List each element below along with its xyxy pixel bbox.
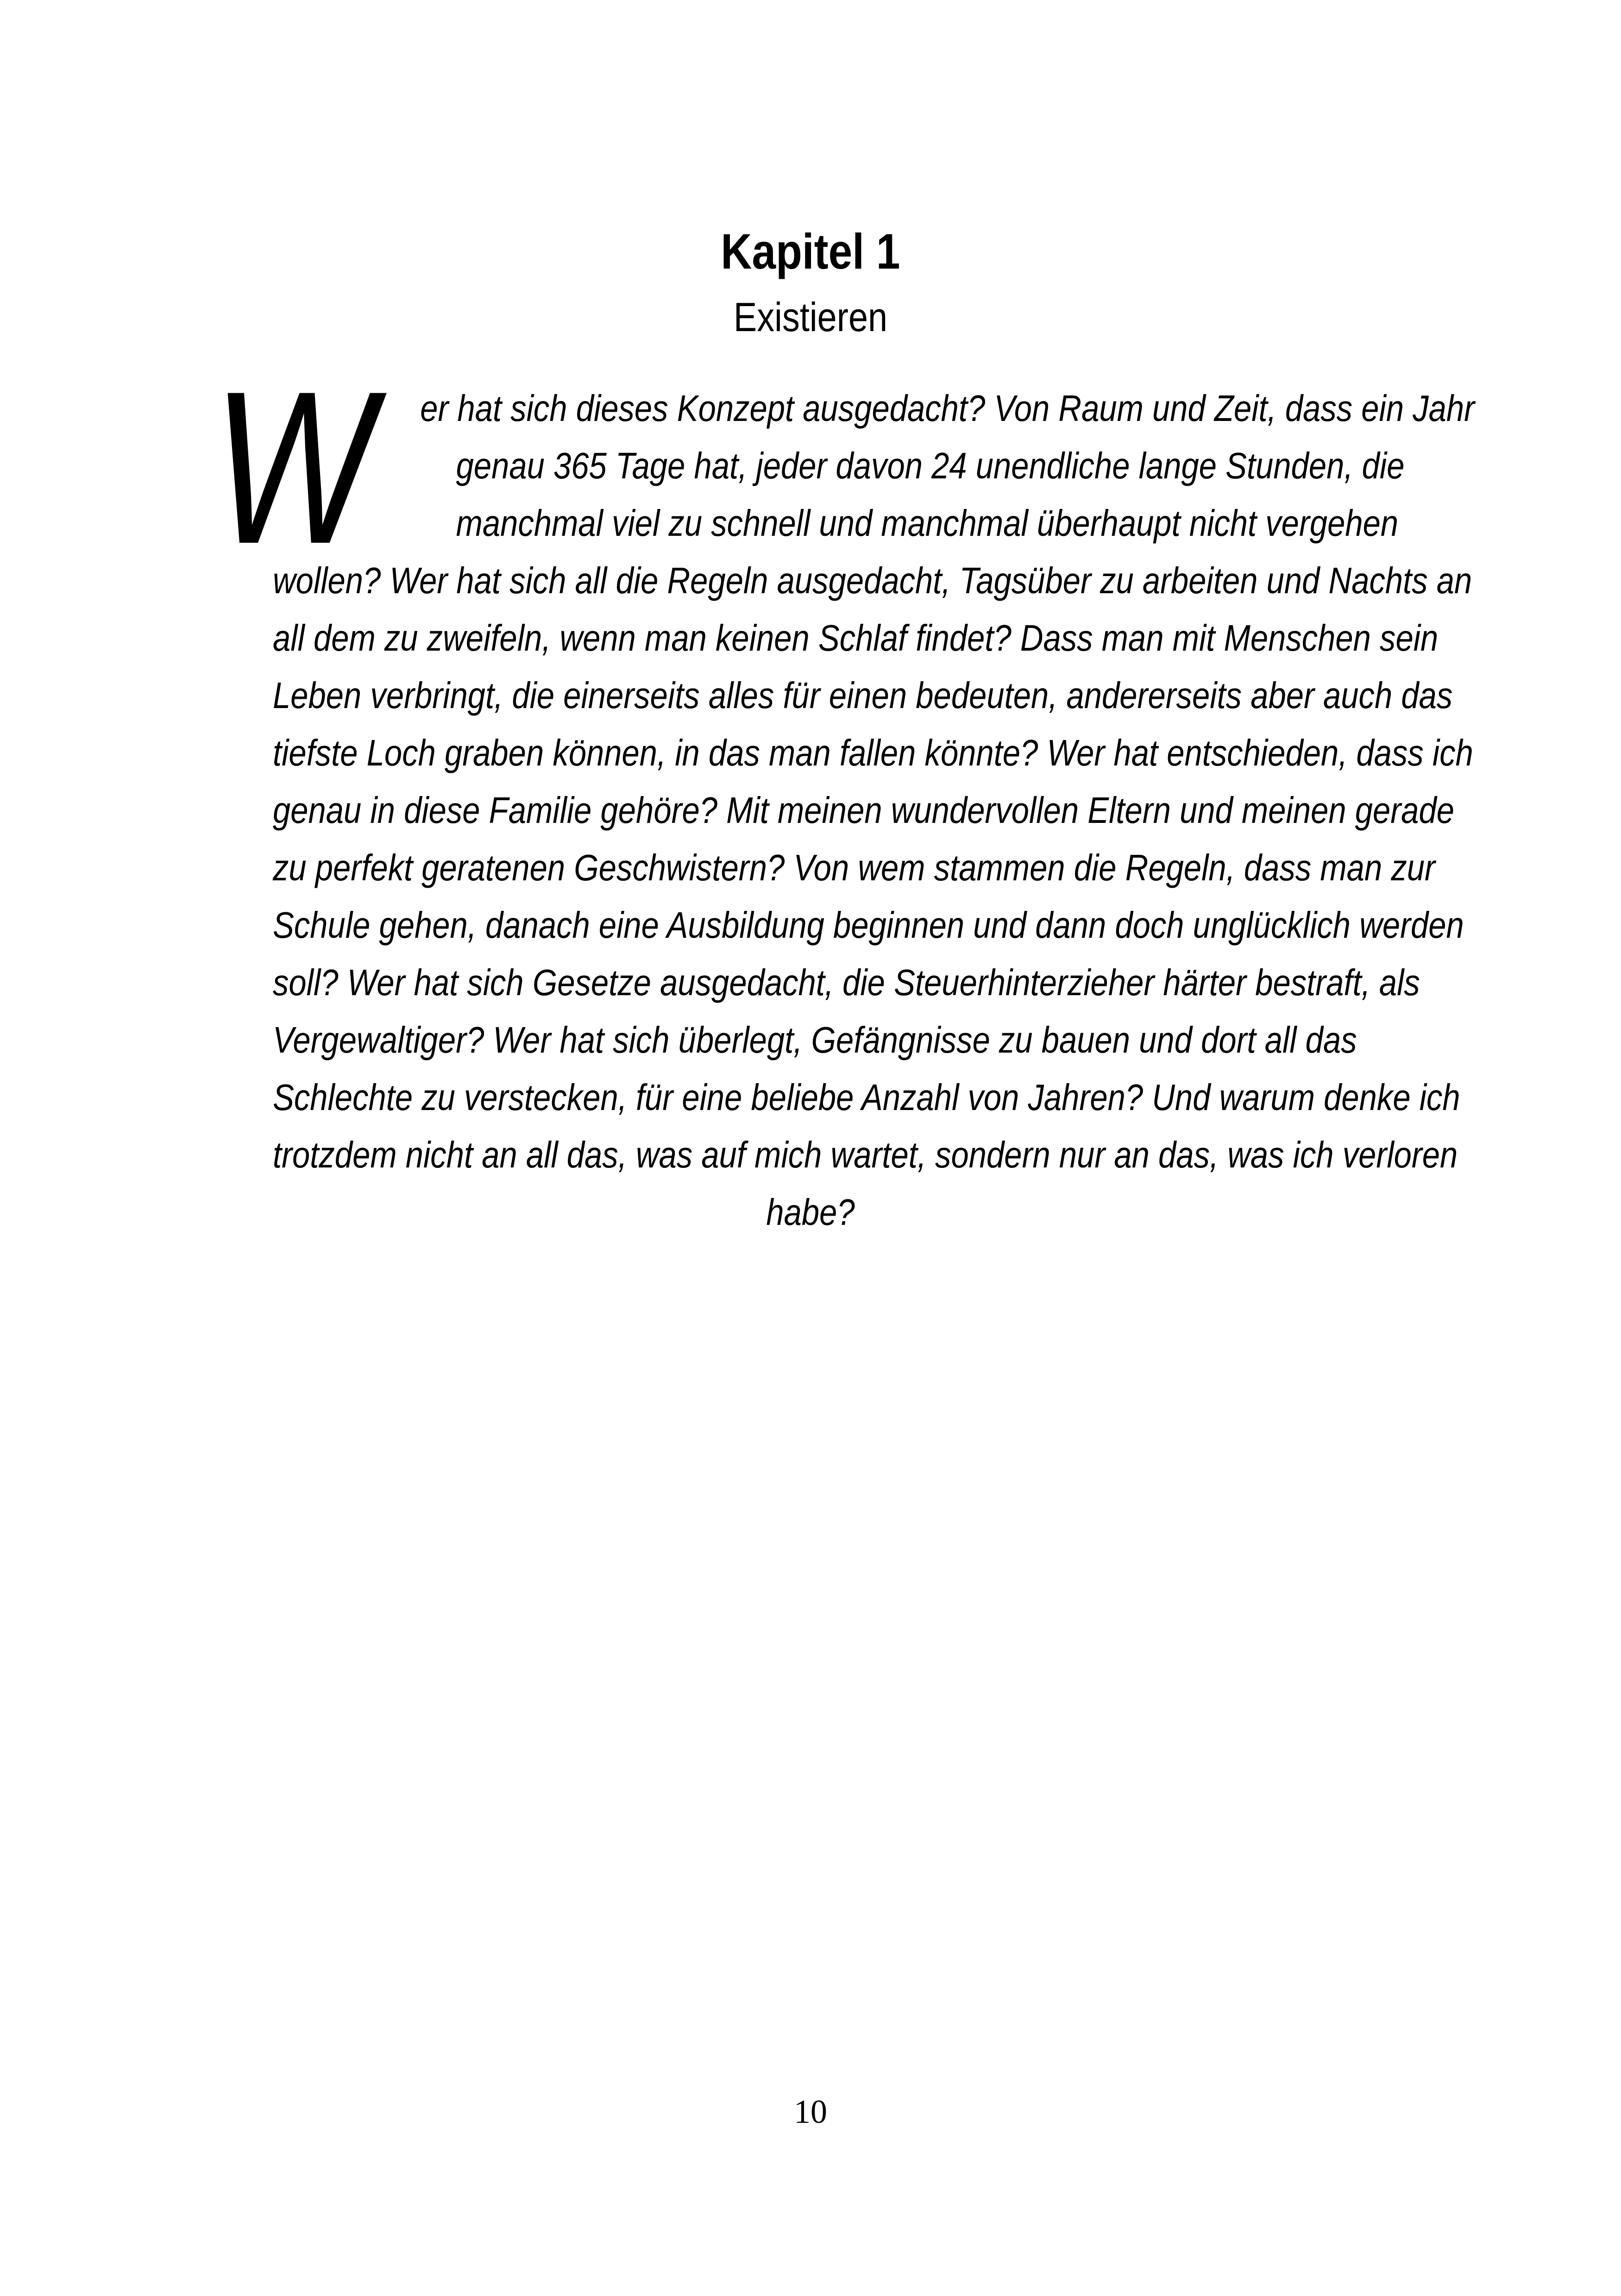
text-line: habe? [766,1192,855,1233]
text-line: Schule gehen, danach eine Ausbildung beginnen und dann doch unglücklich werden [273,904,1464,946]
drop-cap: W [213,346,374,589]
text-line: zu perfekt geratenen Geschwistern? Von wem stammen die Regeln, dass man zur [273,847,1435,888]
text-line: Schlechte zu verstecken, für eine beliebe Anzahl von Jahren? Und warum denke ich [273,1077,1460,1118]
text-line: soll? Wer hat sich Gesetze ausgedacht, die Steuerhinterzieher härter bestraft, als [273,962,1420,1003]
text-line: genau in diese Familie gehöre? Mit meinen wundervollen Eltern und meinen gerade [273,790,1454,831]
text-line: manchmal viel zu schnell und manchmal überhaupt nicht vergehen [456,502,1399,544]
page-number: 10 [794,2093,827,2130]
text-line: er hat sich dieses Konzept ausgedacht? Von Raum und Zeit, dass ein Jahr [420,388,1475,429]
text-line: Leben verbringt, die einerseits alles für einen bedeuten, andererseits aber auch das [273,675,1453,716]
text-line: Vergewaltiger? Wer hat sich überlegt, Gefängnisse zu bauen und dort all das [273,1019,1357,1060]
chapter-subtitle: Existieren [733,294,888,340]
body-text [185,346,1475,1241]
chapter-heading: Kapitel 1 [721,223,900,279]
text-line: trotzdem nicht an all das, was auf mich wartet, sondern nur an das, was ich verloren [273,1134,1458,1175]
text-line: wollen? Wer hat sich all die Regeln ausgedacht, Tagsüber zu arbeiten und Nachts an [273,560,1472,601]
text-line: genau 365 Tage hat, jeder davon 24 unendliche lange Stunden, die [456,445,1405,486]
text-line: all dem zu zweifeln, wenn man keinen Schlaf findet? Dass man mit Menschen sein [273,617,1439,659]
text-line: tiefste Loch graben können, in das man fallen könnte? Wer hat entschieden, dass ich [273,732,1473,773]
